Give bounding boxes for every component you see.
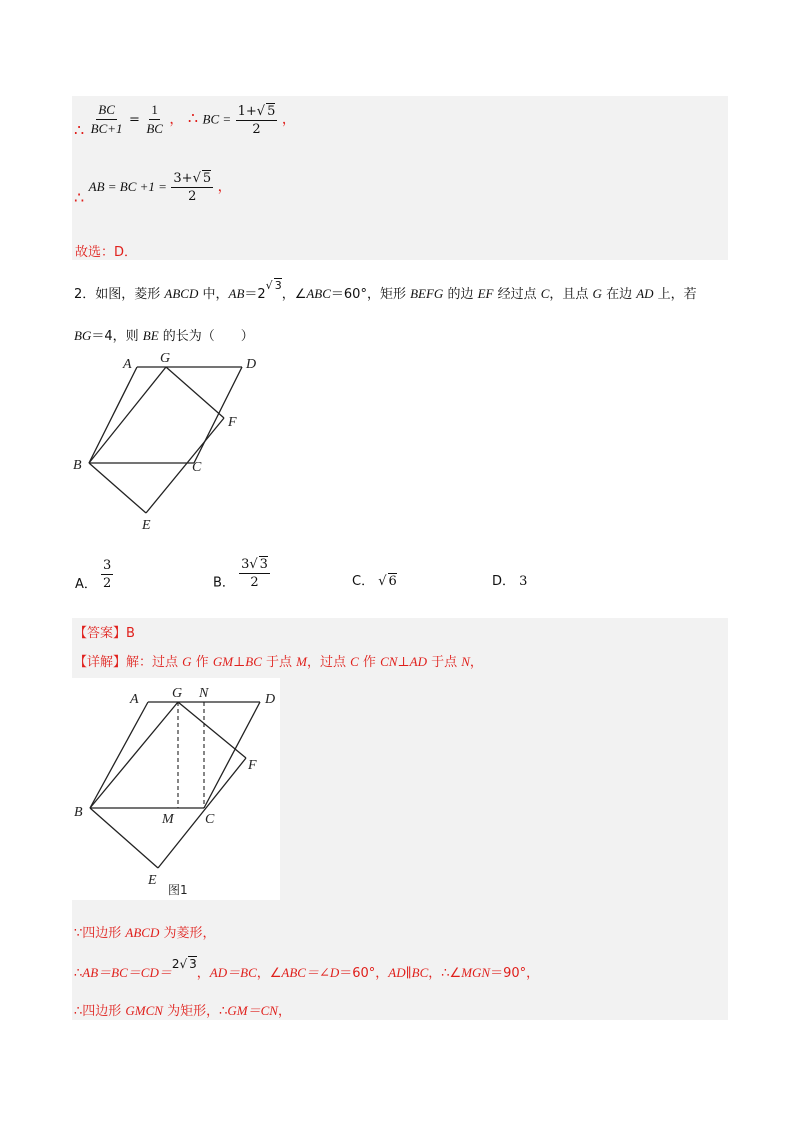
- question-line-2: BG＝4，则 BE 的长为（ ）: [74, 328, 254, 344]
- option-c-root: √ 6: [378, 574, 397, 589]
- detail-line: 【详解】解：过点 G 作 GM⊥BC 于点 M，过点 C 作 CN⊥AD 于点 N，: [74, 654, 483, 670]
- root-3: √ 3: [265, 279, 282, 292]
- option-a-fraction: $\frac{3}{2}$: [103, 558, 112, 591]
- label-b: B: [73, 458, 82, 473]
- step-2: ∴AB＝BC＝CD＝2√ 3，AD＝BC，∠ABC＝∠D＝60°，AD∥BC，∴∠MGN＝90°，: [74, 957, 540, 981]
- solution-figure: [72, 678, 280, 900]
- edge-ab: [90, 702, 148, 808]
- step-3: ∴四边形 GMCN 为矩形，∴GM＝CN，: [74, 1003, 291, 1019]
- label-f: F: [248, 758, 257, 773]
- fraction-1-over-bc: $\frac{1}{BC}$: [146, 102, 163, 136]
- solution-line-2: ∴ AB = BC +1 = $\frac{3+√ 5}{2}$ ，: [74, 171, 232, 207]
- label-c: C: [205, 812, 215, 827]
- label-a: A: [130, 692, 139, 707]
- fraction-1-plus-root5-over-2: $\frac{1+√ 5}{2}$: [237, 103, 276, 137]
- edge-be: [89, 463, 146, 513]
- question-figure: [64, 348, 284, 534]
- fraction-bc-over-bc-plus-1: $\frac{BC}{BC+1}$: [90, 102, 123, 136]
- ab-equals-bc-plus-1: AB = BC +1 =: [88, 179, 167, 194]
- label-m: M: [162, 812, 174, 827]
- fraction-3-plus-root5-over-2: $\frac{3+√ 5}{2}$: [173, 171, 212, 204]
- edge-dc: [204, 702, 260, 808]
- label-g: G: [160, 351, 171, 366]
- figure-caption: 图1: [168, 883, 188, 897]
- label-d: D: [246, 357, 257, 372]
- conclusion-text: 故选：D．: [75, 245, 138, 260]
- label-e: E: [148, 873, 157, 888]
- root-2-sqrt3: 2√ 3: [171, 957, 197, 971]
- label-a: A: [123, 357, 132, 372]
- edge-gf: [178, 702, 246, 758]
- option-b-fraction: $\frac{3√ 3}{2}$: [241, 557, 268, 590]
- edge-ab: [89, 367, 137, 463]
- answer-line: 【答案】B: [74, 626, 135, 641]
- edge-gf: [166, 367, 224, 418]
- label-f: F: [228, 415, 237, 430]
- edge-fe: [146, 418, 224, 513]
- solution-line-1: ∴ $\frac{BC}{BC+1}$ = $\frac{1}{BC}$ ， ∴ BC = $\frac{1+√ 5}{2}$ ，: [74, 102, 296, 140]
- therefore-symbol: ∴: [74, 120, 85, 140]
- label-d: D: [265, 692, 276, 707]
- edge-be: [90, 808, 158, 868]
- step-1: ∵四边形 ABCD 为菱形，: [74, 925, 216, 941]
- option-d[interactable]: D． 3: [492, 574, 528, 589]
- edge-bg: [90, 702, 178, 808]
- option-c[interactable]: C． √ 6: [352, 574, 397, 589]
- label-c: C: [192, 460, 202, 475]
- label-n: N: [199, 686, 209, 701]
- option-a[interactable]: A． $\frac{3}{2}$: [75, 558, 112, 592]
- label-g: G: [172, 686, 183, 701]
- bc-equals: BC =: [202, 111, 232, 127]
- question-line-1: 2．如图，菱形 ABCD 中，$AB=2^{√ 3}$，∠ABC＝60°，矩形 BEFG 的边 EF 经过点 C，且点 G 在边 AD 上，若: [74, 279, 697, 302]
- label-b: B: [74, 805, 83, 820]
- label-e: E: [142, 518, 151, 533]
- option-b[interactable]: B． $\frac{3√ 3}{2}$: [213, 557, 268, 591]
- edge-bg: [89, 367, 166, 463]
